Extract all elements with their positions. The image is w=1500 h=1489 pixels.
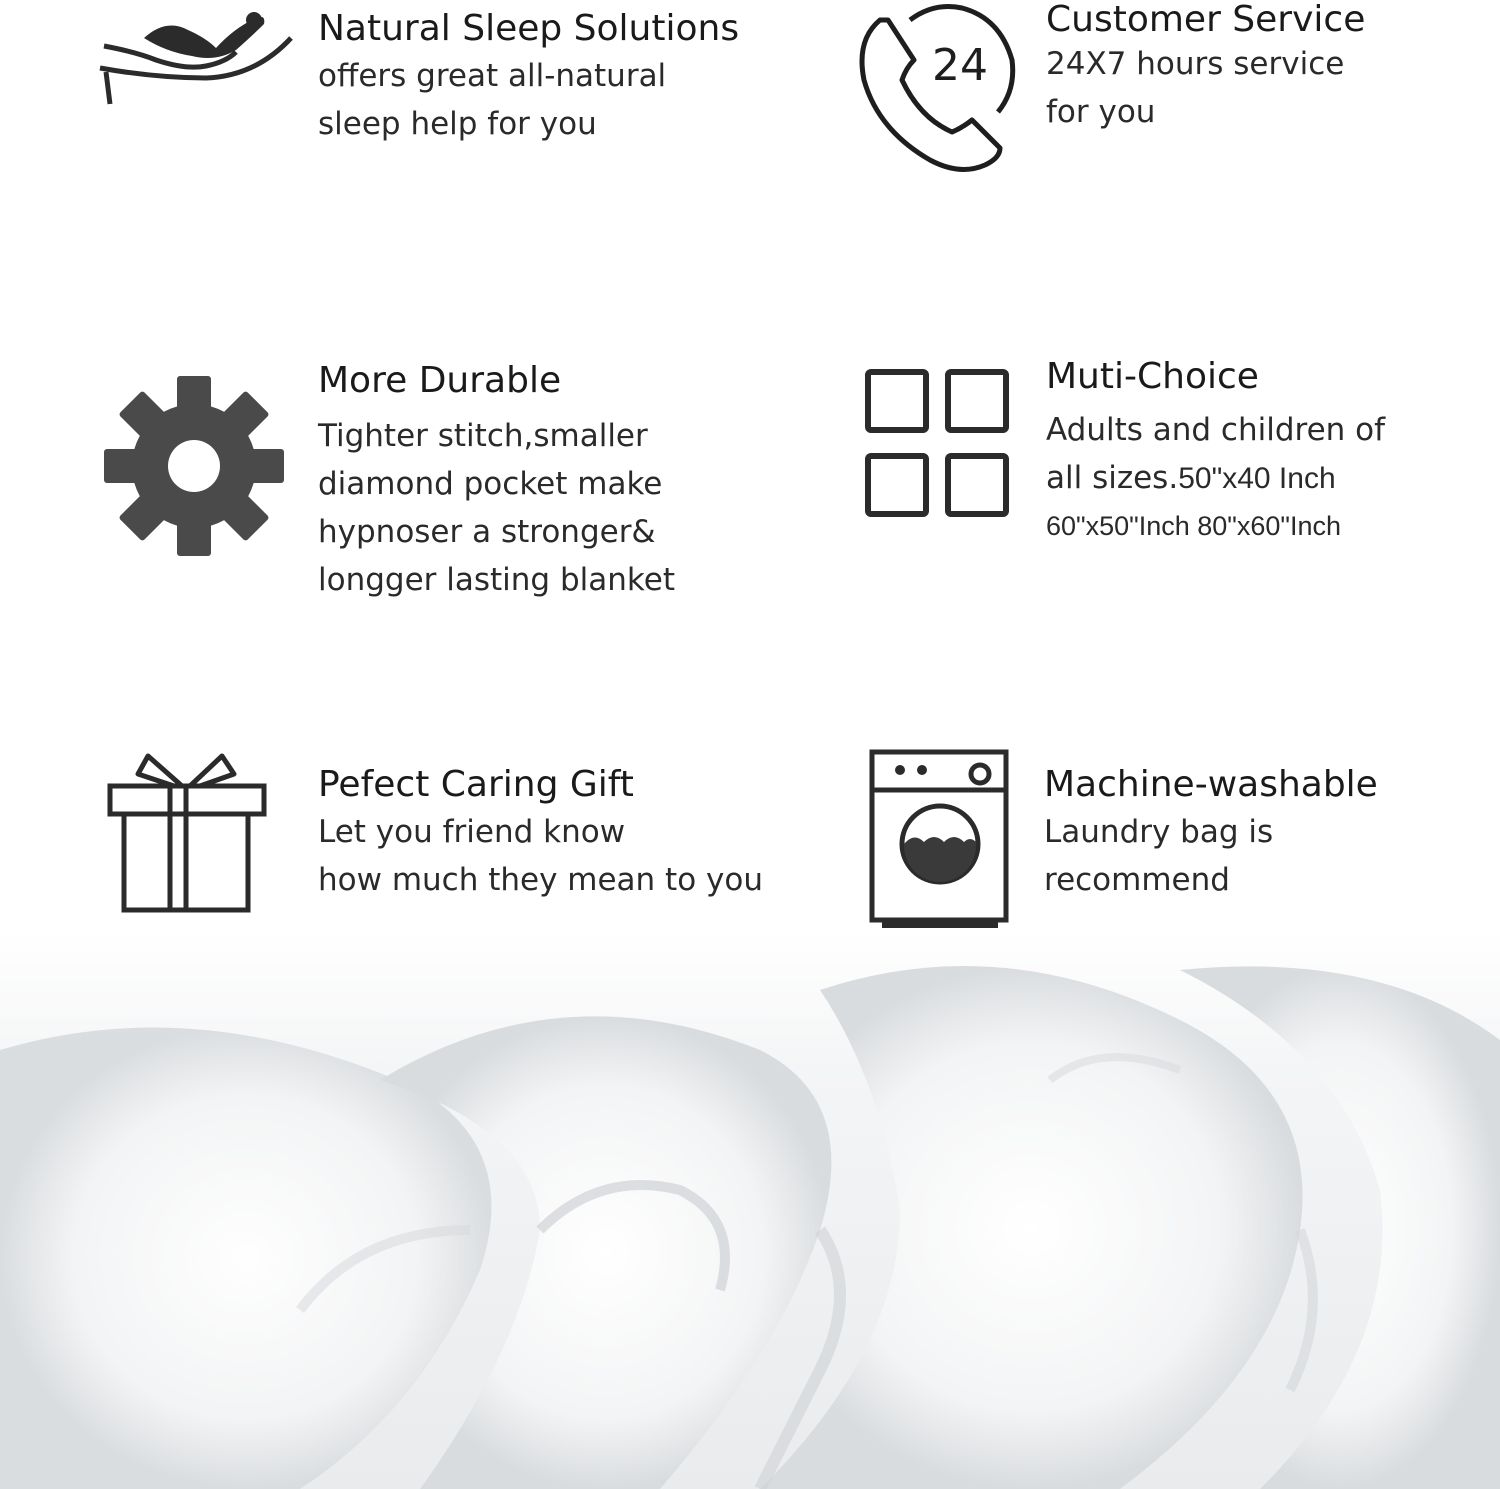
feature-line: how much they mean to you bbox=[318, 862, 763, 898]
sleeping-person-icon bbox=[96, 8, 296, 108]
feature-line: Laundry bag is bbox=[1044, 814, 1274, 850]
feature-title: Muti-Choice bbox=[1046, 356, 1259, 397]
feature-line: recommend bbox=[1044, 862, 1230, 898]
feature-line: diamond pocket make bbox=[318, 466, 663, 502]
feature-title: Pefect Caring Gift bbox=[318, 764, 634, 805]
feature-line: Adults and children of bbox=[1046, 412, 1386, 448]
feature-line: offers great all-natural bbox=[318, 58, 667, 94]
feature-title: More Durable bbox=[318, 360, 562, 401]
grid-squares-icon bbox=[862, 366, 1014, 522]
feature-title: Customer Service bbox=[1046, 0, 1366, 40]
feature-line: Tighter stitch,smaller bbox=[318, 418, 648, 454]
feature-line: hypnoser a stronger& bbox=[318, 514, 656, 550]
phone-24-icon bbox=[850, 0, 1020, 178]
gift-box-icon bbox=[104, 748, 270, 916]
fleece-blanket-image bbox=[0, 930, 1500, 1489]
phone-24-label: 24 bbox=[932, 40, 988, 91]
washing-machine-icon bbox=[866, 746, 1014, 932]
feature-line: 24X7 hours service bbox=[1046, 46, 1345, 82]
feature-line: longger lasting blanket bbox=[318, 562, 675, 598]
feature-title: Natural Sleep Solutions bbox=[318, 8, 740, 49]
feature-line-sizes-extra: 60"x50"Inch 80"x60"Inch bbox=[1046, 511, 1342, 541]
gear-icon bbox=[104, 374, 284, 558]
feature-line: for you bbox=[1046, 94, 1156, 130]
feature-line: sleep help for you bbox=[318, 106, 597, 142]
sizes-tail: 50"x40 Inch bbox=[1178, 462, 1336, 495]
feature-line-sizes bbox=[1046, 454, 1385, 503]
sizes-lead: all sizes. bbox=[1046, 460, 1179, 496]
feature-line: Let you friend know bbox=[318, 814, 626, 850]
feature-title: Machine-washable bbox=[1044, 764, 1378, 805]
